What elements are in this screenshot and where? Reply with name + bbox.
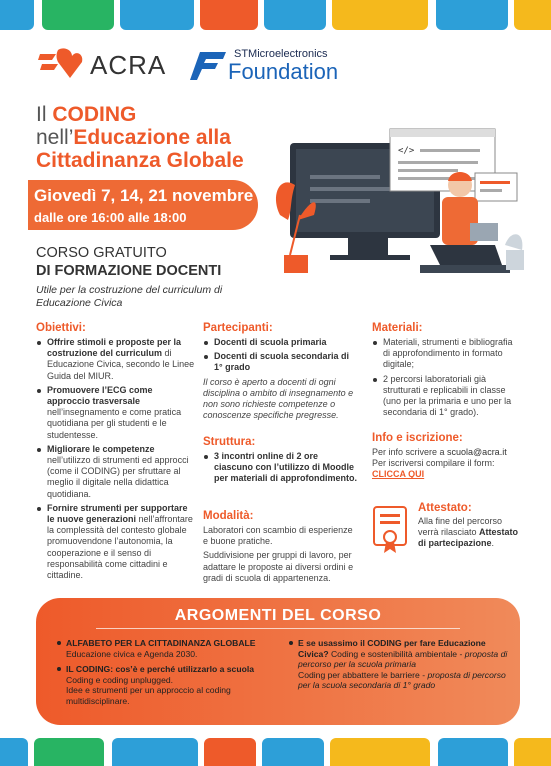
modalita-p1: Laboratori con scambio di esperienze e buone pratiche.: [203, 525, 353, 547]
modalita-text: [203, 525, 358, 587]
obiettivi-item: Fornire strumenti per supportare le nuove generazioni nell’affrontare la complessità del contesto globale promuovendone l’autonomia, la cooperazione e il senso di responsabilità come cittadini e cittadine.: [36, 503, 196, 581]
email-link[interactable]: scuola@acra.it: [447, 447, 507, 457]
attestato-heading: Attestato:: [418, 502, 472, 514]
materiali-item: 2 percorsi laboratoriali già strutturati e replicabili in classe (uno per la primaria e uno per la secondaria di 1° grado).: [372, 374, 522, 419]
partecipanti-note: Il corso è aperto a docenti di ogni disciplina o ambito di insegnamento e non sono richieste competenze o conoscenze specifiche pregresse.: [203, 376, 354, 421]
obiettivi-heading: Obiettivi:: [36, 322, 86, 334]
certificate-icon: [372, 505, 408, 555]
argomenti-item: IL CODING: cos’è e perché utilizzarlo a scuola Coding e coding unplugged. Idee e strumenti per un approccio al coding multidisciplinare.: [56, 664, 278, 706]
svg-text:</>: </>: [398, 146, 415, 156]
dates-hours: dalle ore 16:00 alle 18:00: [34, 210, 187, 225]
acra-logo-icon: [38, 46, 84, 80]
title-prefix: Il: [36, 103, 53, 126]
clicca-qui-link[interactable]: CLICCA QUI: [372, 469, 425, 480]
bottom-color-stripes: [0, 738, 551, 766]
logo-bar: [38, 40, 518, 90]
struttura-list: [203, 451, 358, 488]
stf-logo-icon: [190, 52, 226, 80]
top-color-stripes: [0, 0, 551, 30]
argomenti-box: [36, 598, 520, 725]
modalita-heading: Modalità:: [203, 510, 254, 522]
materiali-heading: Materiali:: [372, 322, 423, 334]
dates-days: Giovedì 7, 14, 21 novembre: [34, 186, 254, 205]
course-label-training: DI FORMAZIONE DOCENTI: [36, 263, 222, 279]
dates-banner: [28, 180, 258, 230]
obiettivi-item: Offrire stimoli e proposte per la costruzione del curriculum di Educazione Civica, secondo le Linee Guida del MIUR.: [36, 337, 196, 382]
info-form-text: Per iscriversi compilare il form:: [372, 458, 495, 469]
partecipanti-list: [203, 337, 358, 424]
attestato-text: Alla fine del percorso verrà rilasciato Attestato di partecipazione.: [418, 516, 519, 549]
materiali-item: Materiali, strumenti e bibliografia di approfondimento in formato digitale;: [372, 337, 522, 371]
coding-illustration: [270, 115, 532, 280]
stf-logo-top: STMicroelectronics: [234, 48, 328, 60]
title-nell: nell’: [36, 126, 74, 149]
argomenti-right: [288, 638, 508, 696]
obiettivi-item: Migliorare le competenze nell’utilizzo di strumenti ed approcci (come il CODING) per sfruttare al meglio il digitale nella didattica quotidiana.: [36, 444, 196, 500]
struttura-heading: Struttura:: [203, 436, 256, 448]
title-educazione: Educazione alla: [73, 126, 231, 149]
info-text: Per info scrivere a scuola@acra.it Per iscriversi compilare il form: CLICCA QUI: [372, 447, 522, 481]
argomenti-left: [56, 638, 278, 712]
argomenti-heading: ARGOMENTI DEL CORSO: [174, 607, 382, 624]
struttura-item: 3 incontri online di 2 ore ciascuno con l’utilizzo di Moodle per materiali di approfondimento.: [203, 451, 358, 485]
partecipanti-heading: Partecipanti:: [203, 322, 273, 334]
materiali-list: [372, 337, 522, 421]
partecipanti-item: Docenti di scuola primaria: [203, 337, 358, 348]
acra-logo-text: ACRA: [90, 50, 167, 80]
stf-logo-bottom: Foundation: [228, 59, 339, 84]
title-cittadinanza: Cittadinanza Globale: [36, 149, 244, 172]
title-coding: CODING: [52, 103, 137, 126]
argomenti-item: E se usassimo il CODING per fare Educazione Civica? Coding e sostenibilità ambientale - proposta di percorso per la scuola primaria Coding per abbattere le barriere - proposta di percorso per la scuola secondaria di 1° grado: [288, 638, 508, 691]
info-heading: Info e iscrizione:: [372, 432, 463, 444]
argomenti-divider: [96, 628, 460, 629]
obiettivi-list: [36, 337, 196, 584]
modalita-p2: Suddivisione per gruppi di lavoro, per adattare le proposte ai diversi ordini e gradi di scuola di appartenenza.: [203, 550, 354, 583]
argomenti-item: ALFABETO PER LA CITTADINANZA GLOBALE Educazione civica e Agenda 2030.: [56, 638, 278, 659]
obiettivi-item: Promuovere l’ECG come approccio trasversale nell’insegnamento e come pratica quotidiana per gli studenti e le studentesse.: [36, 385, 196, 441]
course-label-free: CORSO GRATUITO: [36, 245, 167, 261]
page-title: [36, 103, 296, 172]
course-subtitle: Utile per la costruzione del curriculum di Educazione Civica: [36, 284, 223, 309]
partecipanti-item: Docenti di scuola secondaria di 1° grado: [203, 351, 358, 373]
course-label: [36, 244, 221, 280]
